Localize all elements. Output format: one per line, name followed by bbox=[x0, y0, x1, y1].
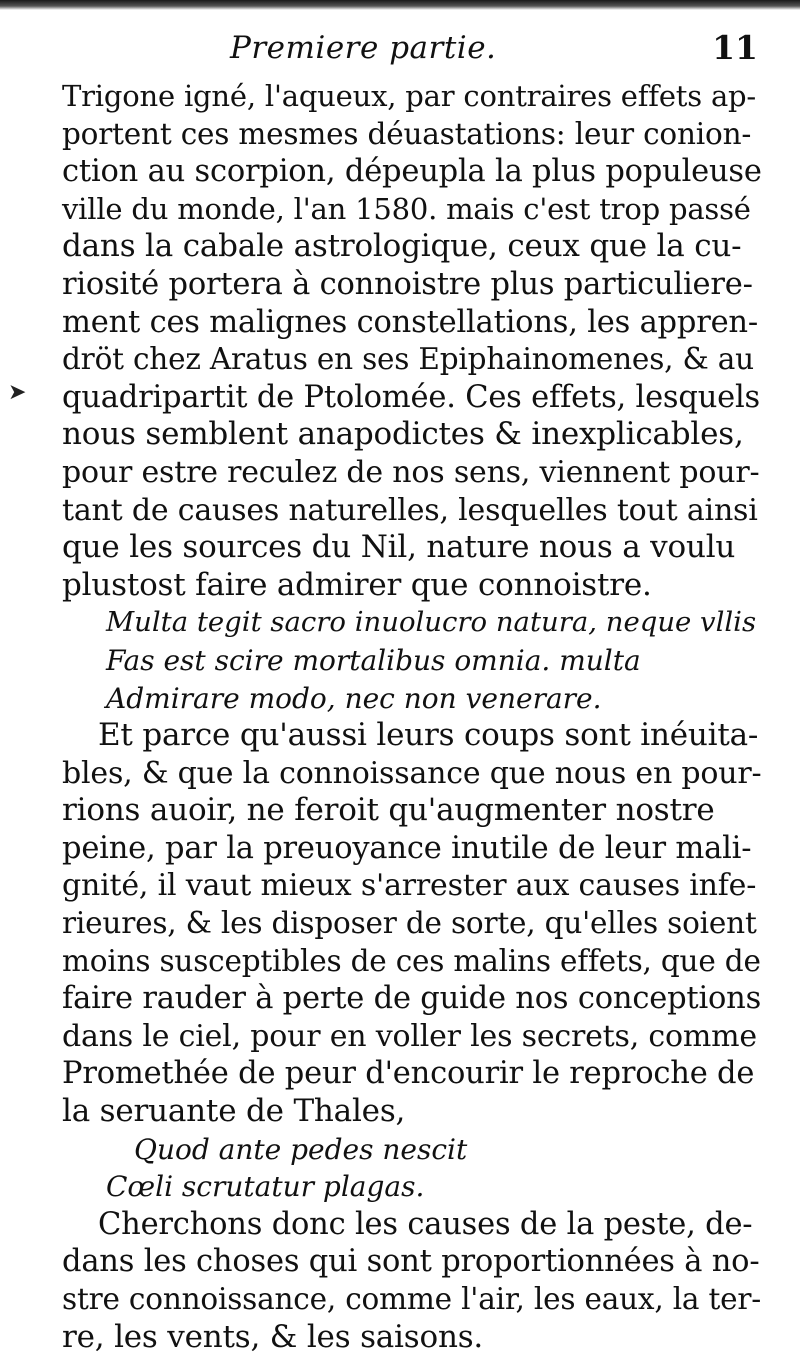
text-line: quadripartit de Ptolomée. Ces effets, lesquels bbox=[62, 379, 760, 415]
book-page bbox=[62, 28, 762, 1356]
paragraph-3 bbox=[62, 1206, 762, 1356]
page-top-edge bbox=[0, 0, 800, 10]
text-line: gnité, il vaut mieux s'arrester aux causes infe- bbox=[62, 868, 757, 904]
text-line: re, les vents, & les saisons. bbox=[62, 1318, 484, 1355]
paragraph-1 bbox=[62, 78, 762, 604]
text-line: rions auoir, ne feroit qu'augmenter nostre bbox=[62, 792, 715, 829]
text-line: dans le ciel, pour en voller les secrets, comme bbox=[62, 1018, 757, 1054]
text-line: portent ces mesmes déuastations: leur conion- bbox=[62, 116, 752, 151]
margin-arrow-icon: ➤ bbox=[8, 380, 27, 405]
text-line: rieures, & les disposer de sorte, qu'elles soient bbox=[62, 906, 757, 941]
text-line: dröt chez Aratus en ses Epiphainomenes, & au bbox=[62, 342, 754, 377]
text-line: ction au scorpion, dépeupla la plus populeuse bbox=[62, 154, 762, 190]
text-line: Cherchons donc les causes de la peste, de- bbox=[98, 1206, 753, 1242]
running-head bbox=[62, 28, 762, 78]
text-line: la seruante de Thales, bbox=[62, 1093, 406, 1130]
text-line: Et parce qu'aussi leurs coups sont inéuita- bbox=[98, 717, 759, 754]
text-line: ville du monde, l'an 1580. mais c'est trop passé bbox=[62, 191, 751, 226]
text-line: que les sources du Nil, nature nous a voulu bbox=[62, 529, 736, 566]
verse-line: Cœli scrutatur plagas. bbox=[106, 1170, 425, 1204]
text-line: dans la cabale astrologique, ceux que la cu- bbox=[62, 228, 742, 265]
verse-line: Fas est scire mortalibus omnia. multa bbox=[106, 643, 641, 677]
text-line: pour estre reculez de nos sens, viennent pour- bbox=[62, 454, 760, 490]
verse-line: Multa tegit sacro inuolucro natura, neque vllis bbox=[106, 606, 757, 639]
text-line: tant de causes naturelles, lesquelles tout ainsi bbox=[62, 492, 758, 528]
text-line: faire rauder à perte de guide nos conceptions bbox=[62, 981, 762, 1017]
text-line: nous semblent anapodictes & inexplicables, bbox=[62, 416, 744, 453]
verse-line: Quod ante pedes nescit bbox=[134, 1132, 468, 1166]
paragraph-2 bbox=[62, 717, 762, 1131]
text-line: Promethée de peur d'encourir le reproche de bbox=[62, 1056, 755, 1092]
text-line: ment ces malignes constellations, les appren- bbox=[62, 304, 758, 340]
running-head-title: Premiere partie. bbox=[230, 30, 497, 66]
text-line: dans les choses qui sont proportionnées à no- bbox=[62, 1244, 760, 1280]
text-line: peine, par la preuoyance inutile de leur mali- bbox=[62, 830, 752, 866]
verse-quote-1 bbox=[62, 604, 762, 717]
page-number: 11 bbox=[712, 28, 758, 67]
text-line: stre connoissance, comme l'air, les eaux, la ter- bbox=[62, 1282, 762, 1316]
text-line: Trigone igné, l'aqueux, par contraires effets ap- bbox=[62, 79, 757, 113]
verse-quote-2 bbox=[62, 1131, 762, 1206]
text-line: bles, & que la connoissance que nous en pour- bbox=[62, 755, 762, 791]
text-line: plustost faire admirer que connoistre. bbox=[62, 566, 652, 603]
verse-line: Admirare modo, nec non venerare. bbox=[106, 681, 602, 715]
text-line: riosité portera à connoistre plus particuliere- bbox=[62, 266, 753, 302]
text-line: moins susceptibles de ces malins effets, que de bbox=[62, 943, 761, 978]
